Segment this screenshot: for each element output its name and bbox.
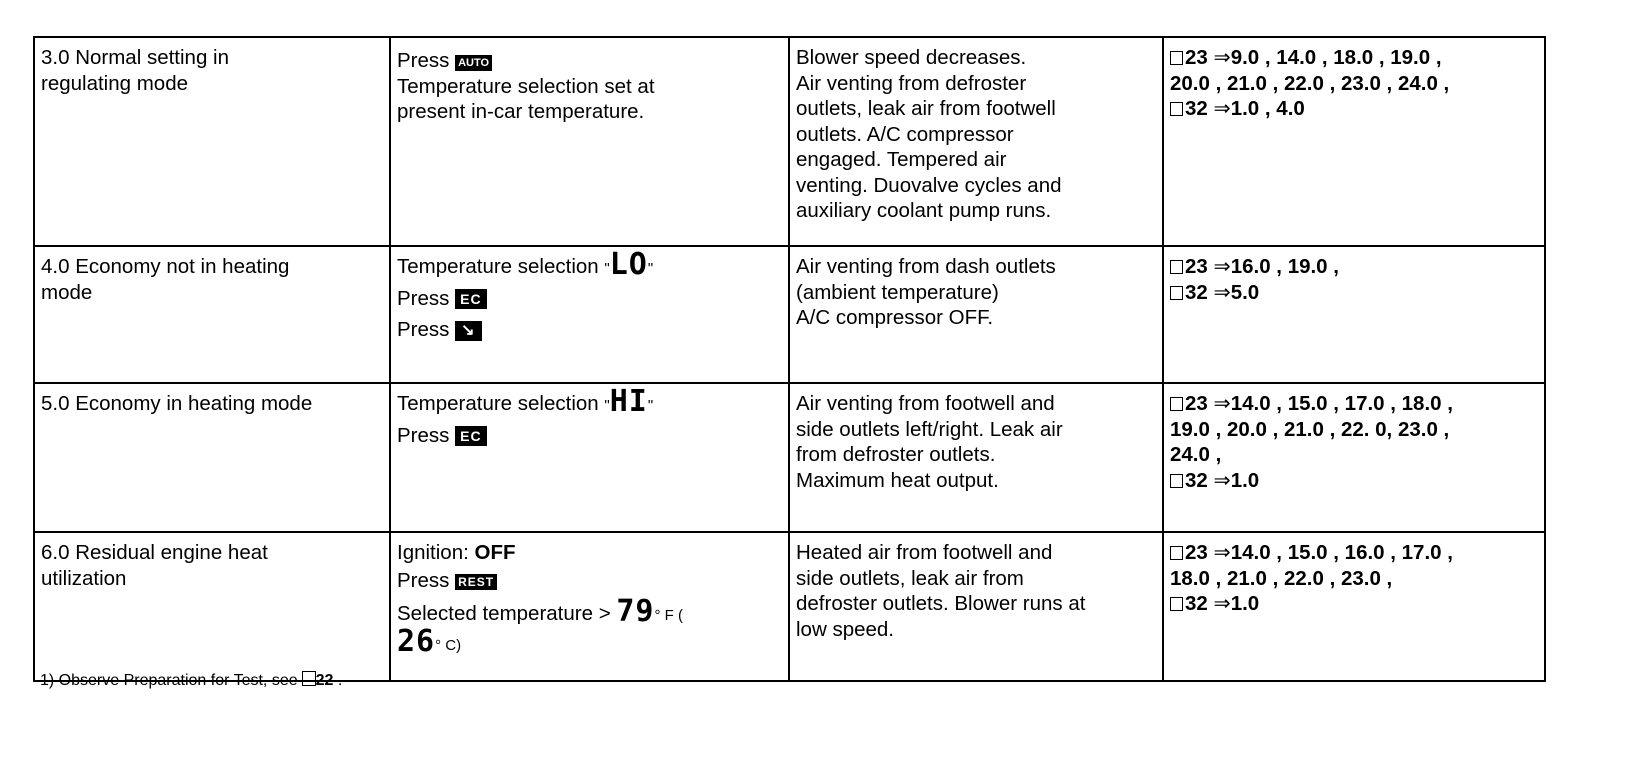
auto-button-icon: AUTO bbox=[455, 55, 492, 71]
result-cell: Air venting from dash outlets (ambient temperature) A/C compressor OFF. bbox=[789, 246, 1163, 383]
page-ref-icon bbox=[1170, 597, 1183, 611]
step-cell: 5.0 Economy in heating mode bbox=[34, 383, 390, 532]
table-row bbox=[34, 246, 1545, 383]
footwell-vent-icon: ↘ bbox=[455, 321, 481, 341]
page-ref-icon bbox=[1170, 286, 1183, 300]
lcd-display-hi: HI bbox=[609, 384, 648, 419]
step-cell: 6.0 Residual engine heat utilization bbox=[34, 532, 390, 681]
ec-button-icon: EC bbox=[455, 289, 486, 309]
action-cell: Temperature selection "HI" Press EC bbox=[390, 383, 789, 532]
page-ref-icon bbox=[1170, 260, 1183, 274]
table-row bbox=[34, 37, 1545, 246]
reference-cell: 23 ⇒9.0 , 14.0 , 18.0 , 19.0 , 20.0 , 21.0 , 22.0 , 23.0 , 24.0 , 32 ⇒1.0 , 4.0 bbox=[1163, 37, 1545, 246]
reference-cell: 23 ⇒14.0 , 15.0 , 17.0 , 18.0 , 19.0 , 20.0 , 21.0 , 22. 0, 23.0 , 24.0 , 32 ⇒1.0 bbox=[1163, 383, 1545, 532]
reference-cell: 23 ⇒16.0 , 19.0 , 32 ⇒5.0 bbox=[1163, 246, 1545, 383]
table-row bbox=[34, 383, 1545, 532]
page-ref-icon bbox=[1170, 102, 1183, 116]
rest-button-icon: REST bbox=[455, 574, 497, 590]
footnote-page-link[interactable]: 22 bbox=[315, 672, 334, 689]
action-cell: Ignition: OFF Press REST Selected temperature > 79° F ( 26° C) bbox=[390, 532, 789, 681]
action-cell: Temperature selection "LO" Press EC Press ↘ bbox=[390, 246, 789, 383]
result-cell: Blower speed decreases. Air venting from defroster outlets, leak air from footwell outlets. A/C compressor engaged. Tempered air venting. Duovalve cycles and auxiliary coolant pump runs. bbox=[789, 37, 1163, 246]
table-row bbox=[34, 532, 1545, 681]
page-ref-icon bbox=[1170, 546, 1183, 560]
page-ref-icon[interactable] bbox=[302, 671, 316, 686]
result-cell: Heated air from footwell and side outlets, leak air from defroster outlets. Blower runs at low speed. bbox=[789, 532, 1163, 681]
page-ref-icon bbox=[1170, 397, 1183, 411]
page-ref-icon bbox=[1170, 474, 1183, 488]
reference-cell: 23 ⇒14.0 , 15.0 , 16.0 , 17.0 , 18.0 , 21.0 , 22.0 , 23.0 , 32 ⇒1.0 bbox=[1163, 532, 1545, 681]
lcd-temp-c: 26 bbox=[397, 623, 436, 659]
lcd-temp-f: 79 bbox=[616, 594, 655, 629]
result-cell: Air venting from footwell and side outlets left/right. Leak air from defroster outlets. Maximum heat output. bbox=[789, 383, 1163, 532]
test-procedure-table bbox=[33, 36, 1546, 682]
ec-button-icon: EC bbox=[455, 426, 486, 446]
step-cell: 4.0 Economy not in heating mode bbox=[34, 246, 390, 383]
action-cell: Press AUTO Temperature selection set at present in-car temperature. bbox=[390, 37, 789, 246]
lcd-display-lo: LO bbox=[609, 247, 648, 282]
step-cell: 3.0 Normal setting in regulating mode bbox=[34, 37, 390, 246]
page-ref-icon bbox=[1170, 51, 1183, 65]
footnote: 1) Observe Preparation for Test, see 22 . bbox=[40, 672, 343, 689]
